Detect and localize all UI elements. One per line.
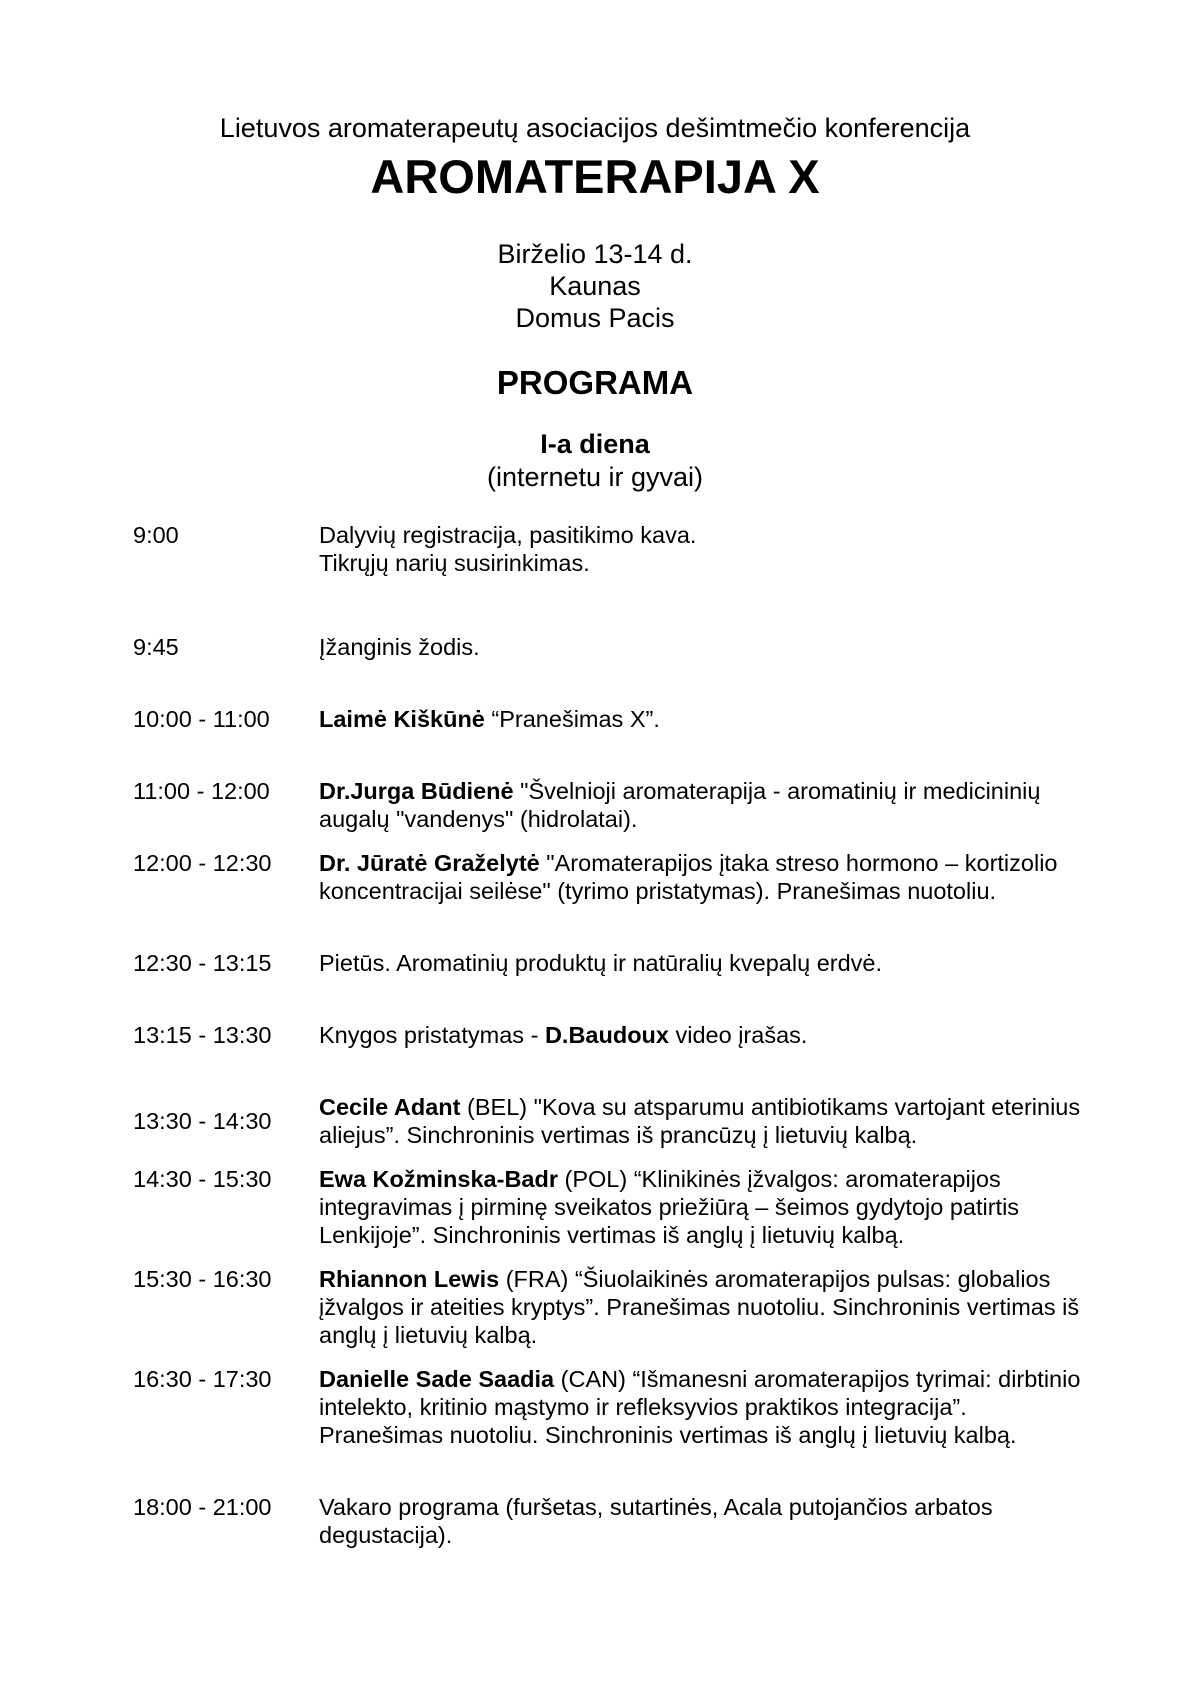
event-date: Birželio 13-14 d. xyxy=(497,239,693,269)
schedule-time: 12:30 - 13:15 xyxy=(133,950,272,976)
schedule-time: 16:30 - 17:30 xyxy=(133,1366,272,1392)
event-venue: Domus Pacis xyxy=(515,303,675,333)
schedule-time: 15:30 - 16:30 xyxy=(133,1266,272,1292)
schedule-time: 14:30 - 15:30 xyxy=(133,1166,272,1192)
schedule-time: 9:00 xyxy=(133,522,179,548)
schedule-description: Rhiannon Lewis (FRA) “Šiuolaikinės aromaterapijos pulsas: globalios įžvalgos ir ateities kryptys”. Pranešimas nuotoliu. Sinchroninis vertimas iš anglų į lietuvių kalbą. xyxy=(319,1266,1080,1348)
schedule-time: 12:00 - 12:30 xyxy=(133,850,272,876)
speaker-name: D.Baudoux xyxy=(544,1022,669,1048)
speaker-name: Dr.Jurga Būdienė xyxy=(319,778,514,804)
program-heading: PROGRAMA xyxy=(496,364,694,401)
speaker-name: Danielle Sade Saadia xyxy=(319,1366,555,1392)
conference-subtitle: Lietuvos aromaterapeutų asociacijos dešimtmečio konferencija xyxy=(219,113,971,143)
schedule-description: Įžanginis žodis. xyxy=(319,634,480,660)
speaker-name: Laimė Kiškūnė xyxy=(319,706,485,732)
schedule-time: 13:30 - 14:30 xyxy=(133,1108,272,1134)
schedule-description: Pietūs. Aromatinių produktų ir natūralių kvepalų erdvė. xyxy=(319,950,883,976)
schedule-description: Knygos pristatymas - D.Baudoux video įrašas. xyxy=(319,1022,808,1048)
schedule-description: Laimė Kiškūnė “Pranešimas X”. xyxy=(319,706,660,732)
speaker-name: Ewa Kožminska-Badr xyxy=(319,1166,558,1192)
day-note: (internetu ir gyvai) xyxy=(486,462,704,492)
schedule-time: 18:00 - 21:00 xyxy=(133,1494,272,1520)
speaker-name: Cecile Adant xyxy=(319,1094,461,1120)
schedule-description: Cecile Adant (BEL) "Kova su atsparumu antibiotikams vartojant eterinius aliejus”. Sinchroninis vertimas iš prancūzų į lietuvių kalbą. xyxy=(319,1094,1081,1148)
event-city: Kaunas xyxy=(549,271,641,301)
schedule-time: 13:15 - 13:30 xyxy=(133,1022,272,1048)
schedule-time: 11:00 - 12:00 xyxy=(133,778,270,804)
schedule-time: 10:00 - 11:00 xyxy=(133,706,270,732)
schedule-description: Ewa Kožminska-Badr (POL) “Klinikinės įžvalgos: aromaterapijos integravimas į pirminę sveikatos priežiūrą – šeimos gydytojo patirtis Lenkijoje”. Sinchroninis vertimas iš anglų į lietuvių kalbą. xyxy=(319,1166,1020,1248)
event-details xyxy=(0,238,1190,334)
schedule-time: 9:45 xyxy=(133,634,179,660)
day-title: I-a diena xyxy=(540,429,650,459)
schedule-description: Danielle Sade Saadia (CAN) “Išmanesni aromaterapijos tyrimai: dirbtinio intelekto, kritinio mąstymo ir refleksyvios praktikos integracija”. Pranešimas nuotoliu. Sinchroninis vertimas iš anglų į lietuvių kalbą. xyxy=(319,1366,1081,1448)
schedule-description: Dalyvių registracija, pasitikimo kava. Tikrųjų narių susirinkimas. xyxy=(319,522,697,576)
conference-title: AROMATERAPIJA X xyxy=(370,150,820,203)
schedule-description: Vakaro programa (furšetas, sutartinės, Acala putojančios arbatos degustacija). xyxy=(319,1494,993,1548)
schedule-description: Dr. Jūratė Graželytė "Aromaterapijos įtaka streso hormono – kortizolio koncentracijai seilėse" (tyrimo pristatymas). Pranešimas nuotoliu. xyxy=(319,850,1058,904)
speaker-name: Rhiannon Lewis xyxy=(319,1266,500,1292)
schedule-description: Dr.Jurga Būdienė "Švelnioji aromaterapija - aromatinių ir medicininių augalų "vandenys" (hidrolatai). xyxy=(319,778,1041,832)
speaker-name: Dr. Jūratė Graželytė xyxy=(319,850,540,876)
